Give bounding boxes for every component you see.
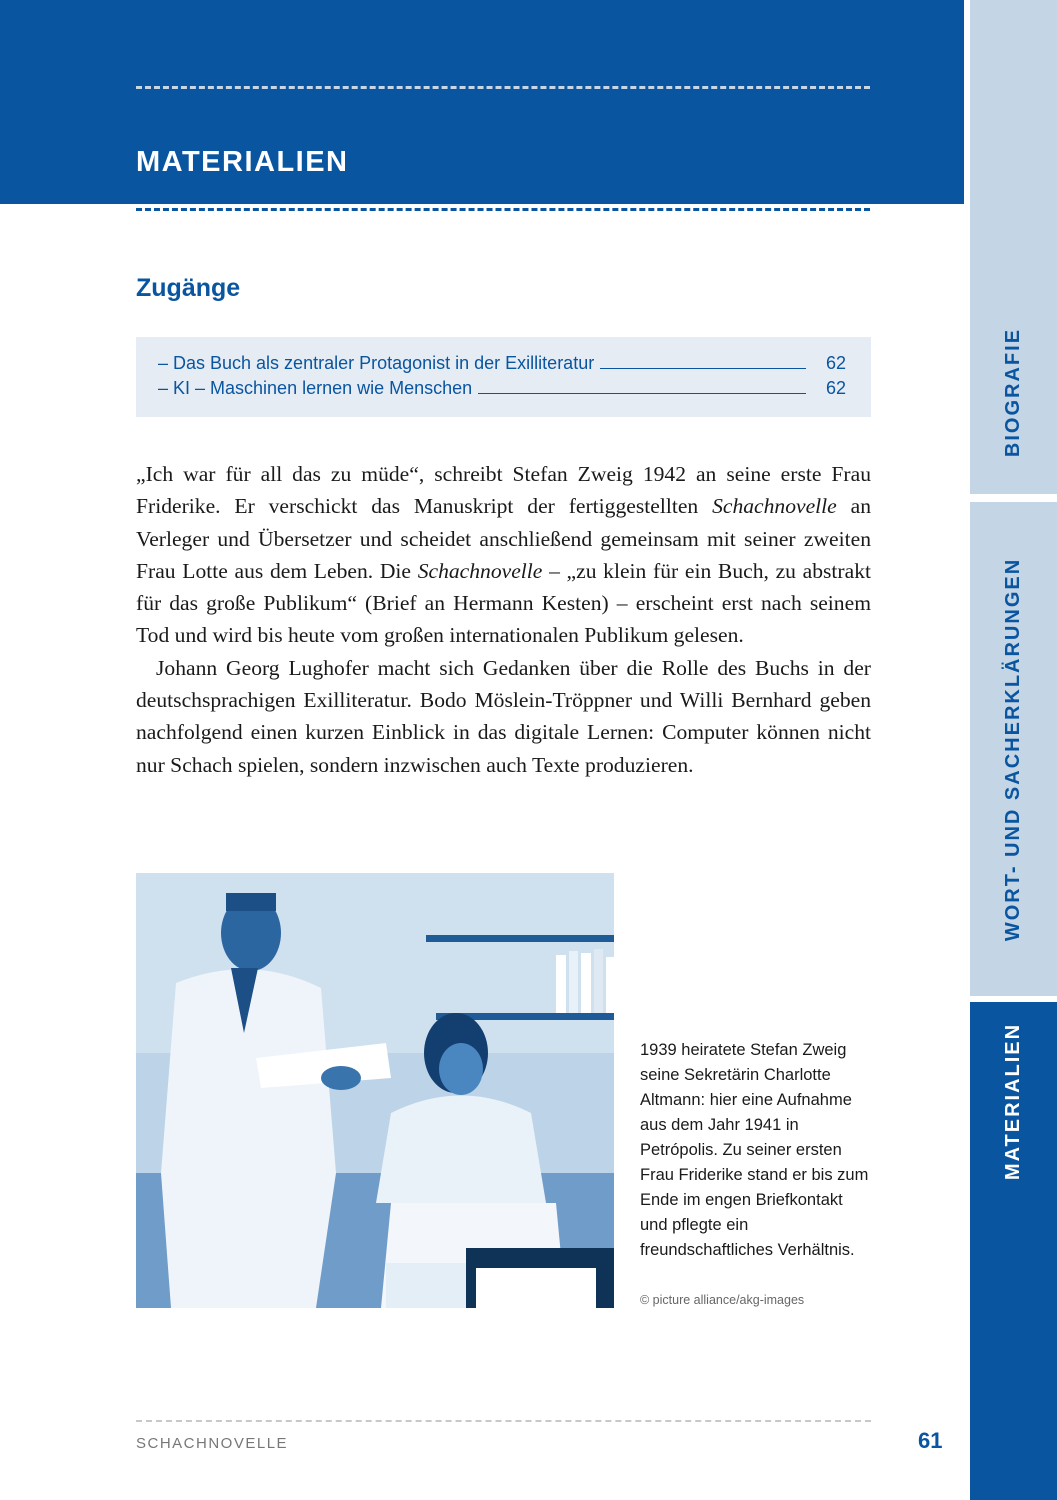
- toc-item-page: 62: [825, 378, 846, 398]
- toc-item-title: – Das Buch als zentraler Protagonist in der Exilliteratur: [158, 353, 595, 373]
- side-tab-label: MATERIALIEN: [1002, 1022, 1024, 1180]
- photo-illustration: [136, 873, 614, 1308]
- book-title-italic: Schachnovelle: [712, 494, 837, 519]
- chapter-header-band: [0, 0, 964, 204]
- body-text-run: – „zu klein für ein Buch, zu abstrakt für das große Publikum“ (Brief an Hermann Kesten) – erscheint erst nach seinem Tod und wird bis heute vom großen internationalen Publikum gelesen.: [136, 558, 871, 648]
- body-paragraph: [136, 458, 871, 652]
- side-tab-label: BIOGRAFIE: [1002, 327, 1024, 457]
- toc-box: [136, 337, 871, 417]
- historical-photo: [136, 873, 614, 1308]
- toc-item[interactable]: [158, 377, 846, 399]
- toc-item-title: – KI – Maschinen lernen wie Menschen: [158, 378, 473, 398]
- body-text-run: an Verleger und Übersetzer und scheidet anschließend gemeinsam mit seiner zweiten Frau Lotte aus dem Leben. Die: [136, 494, 871, 583]
- book-title-italic: Schachnovelle: [417, 558, 543, 583]
- footer-dash-rule: [136, 1420, 871, 1422]
- body-text: [136, 458, 871, 781]
- running-footer-title: SCHACHNOVELLE: [136, 1435, 289, 1452]
- body-text-run: „Ich war für all das zu müde“, schreibt Stefan Zweig 1942 an seine erste Frau Friderike. Er verschickt das Manuskript der fertiggestellten: [136, 462, 871, 519]
- page-number: 61: [918, 1428, 943, 1453]
- section-heading: Zugänge: [136, 274, 241, 302]
- side-tab-label: WORT- UND SACHERKLÄRUNGEN: [1002, 557, 1025, 941]
- figure-caption: 1939 heiratete Stefan Zweig seine Sekretärin Charlotte Altmann: hier eine Aufnahme aus dem Jahr 1941 in Petrópolis. Zu seiner ersten Frau Friderike stand er bis zum Ende im engen Briefkontakt und pflegte ein freundschaftliches Verhältnis.: [640, 1041, 869, 1259]
- toc-item[interactable]: [158, 352, 846, 374]
- header-underline-dash-rule: [136, 208, 870, 211]
- side-tab-materialien[interactable]: [970, 1002, 1057, 1500]
- side-tab-biografie[interactable]: [970, 0, 1057, 494]
- toc-leader-line: [478, 393, 806, 394]
- photo-credit: © picture alliance/akg-images: [640, 1293, 805, 1307]
- chapter-title: MATERIALIEN: [136, 146, 349, 178]
- body-paragraph: Johann Georg Lughofer macht sich Gedanken über die Rolle des Buchs in der deutschsprachigen Exilliteratur. Bodo Möslein-Tröppner und Willi Bernhard geben nachfolgend einen kurzen Einblick in das digitale Lernen: Computer können nicht nur Schach spielen, sondern inzwischen auch Texte produzieren.: [136, 655, 871, 777]
- header-dash-rule: [136, 86, 870, 89]
- toc-item-page: 62: [825, 353, 846, 373]
- side-tab-wort-und-sacherklaerungen[interactable]: [970, 502, 1057, 996]
- toc-leader-line: [600, 368, 806, 369]
